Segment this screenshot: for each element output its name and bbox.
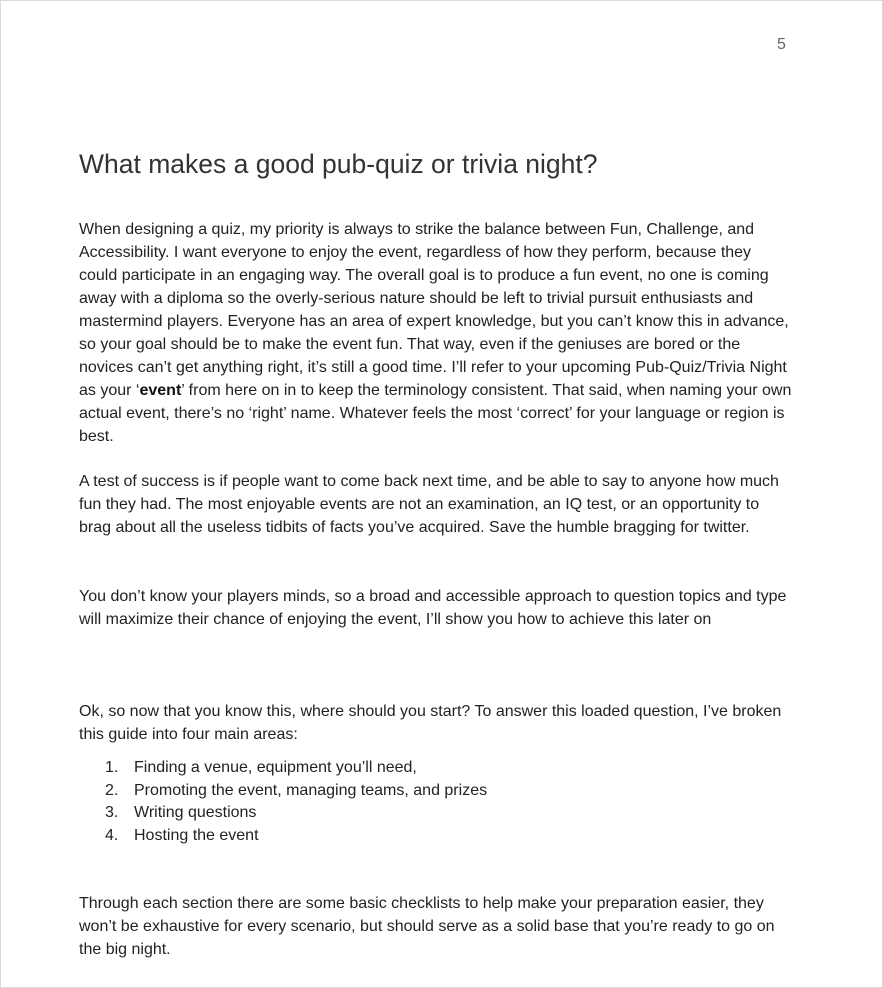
list-item [79,780,487,803]
page-number: 5 [777,36,786,53]
paragraph-success: A test of success is if people want to come back next time, and be able to say to anyone how much fun they had. The most enjoyable events are not an examination, an IQ test, or an opportunity to brag about all the useless tidbits of facts you’ve acquired. Save the humble bragging for twitter. [79,473,779,536]
list-item-text: Promoting the event, managing teams, and prizes [134,781,488,799]
list-item-number: 3. [105,804,119,822]
list-item-number: 1. [105,759,119,776]
list-item [79,802,487,825]
list-item-number: 4. [105,827,119,845]
list-item-number: 2. [105,781,119,799]
guide-areas-list [79,757,487,848]
list-item [79,825,487,848]
section-heading: What makes a good pub-quiz or trivia night? [79,149,598,179]
bold-term-event: event [139,382,182,399]
paragraph-checklists: Through each section there are some basic checklists to help make your preparation easier, they won’t be exhaustive for every scenario, but should serve as a solid base that you’re ready to go on the big night. [79,895,775,958]
paragraph-intro [79,218,793,448]
list-item-text: Finding a venue, equipment you’ll need, [134,759,417,776]
list-item-text: Hosting the event [134,827,259,845]
list-item-text: Writing questions [134,804,257,822]
paragraph-intro-text-b: ’ from here on in to keep the terminology consistent. That said, when naming your own actual event, there’s no ‘right’ name. Whatever feels the most ‘correct’ for your language or region is best. [79,382,792,445]
paragraph-players: You don’t know your players minds, so a broad and accessible approach to question topics and type will maximize their chance of enjoying the event, I’ll show you how to achieve this later on [79,588,787,628]
paragraph-intro-text-a: When designing a quiz, my priority is always to strike the balance between Fun, Challenge, and Accessibility. I want everyone to enjoy the event, regardless of how they perform, because they could participate in an engaging way. The overall goal is to produce a fun event, no one is coming away with a diploma so the overly-serious nature should be left to trivial pursuit enthusiasts and mastermind players. Everyone has an area of expert knowledge, but you can’t know this in advance, so your goal should be to make the event fun. That way, even if the geniuses are bored or the novices can’t get anything right, it’s still a good time. I’ll refer to your upcoming Pub-Quiz/Trivia Night as your ‘ [79,221,789,399]
list-item [79,757,487,780]
paragraph-start: Ok, so now that you know this, where should you start? To answer this loaded question, I’ve broken this guide into four main areas: [79,703,782,743]
